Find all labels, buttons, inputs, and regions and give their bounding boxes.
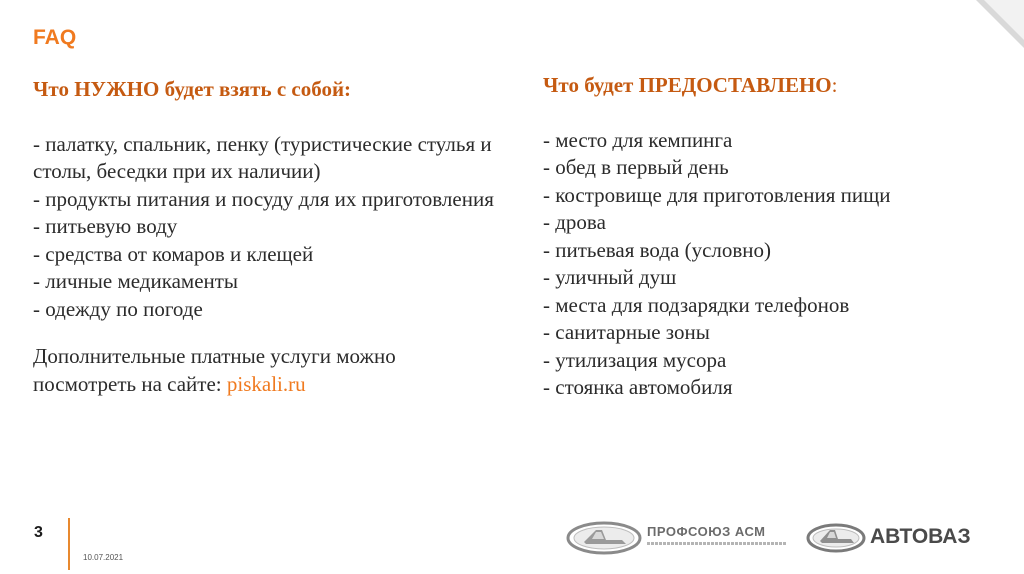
website-link[interactable]: piskali.ru bbox=[226, 371, 306, 396]
list-item: - питьевую воду bbox=[33, 214, 178, 238]
provided-heading-post: : bbox=[831, 73, 838, 97]
list-item: - санитарные зоны bbox=[543, 320, 710, 344]
slide-number: 3 bbox=[34, 524, 43, 541]
provided-heading-pre: Что будет bbox=[543, 73, 639, 97]
provided-heading-caps: ПРЕДОСТАВЛЕНО bbox=[638, 73, 832, 97]
provided-list bbox=[543, 127, 1003, 402]
list-item: - питьевая вода (условно) bbox=[543, 237, 772, 262]
list-item: - личные медикаменты bbox=[33, 269, 239, 293]
needed-heading bbox=[33, 76, 503, 104]
lada-boat-icon bbox=[806, 520, 866, 556]
list-item: - средства от комаров и клещей bbox=[33, 241, 314, 266]
provided-column bbox=[543, 72, 1003, 402]
extra-services-note bbox=[33, 343, 503, 398]
provided-heading bbox=[543, 72, 1003, 100]
footer-divider bbox=[68, 518, 70, 570]
lada-boat-icon bbox=[566, 520, 642, 556]
page-title: FAQ bbox=[33, 26, 77, 49]
list-item: - место для кемпинга bbox=[543, 127, 733, 152]
extra-services-text: Дополнительные платные услуги можно посмотреть на сайте: bbox=[33, 344, 396, 396]
corner-decoration-inner bbox=[984, 0, 1024, 40]
list-item: - стоянка автомобиля bbox=[543, 375, 733, 399]
needed-heading-post: будет взять с собой: bbox=[159, 77, 352, 101]
list-item: - обед в первый день bbox=[543, 155, 729, 179]
needed-column bbox=[33, 76, 503, 398]
list-item: - уличный душ bbox=[543, 265, 677, 289]
avtovaz-logo-text: АВТОВАЗ bbox=[870, 525, 971, 548]
avtovaz-logo bbox=[806, 520, 996, 556]
list-item: - утилизация мусора bbox=[543, 347, 727, 372]
needed-heading-caps: НУЖНО bbox=[74, 77, 160, 101]
list-item: - костровище для приготовления пищи bbox=[543, 182, 891, 207]
needed-list bbox=[33, 131, 503, 324]
slide-date: 10.07.2021 bbox=[83, 553, 124, 562]
needed-heading-pre: Что bbox=[33, 77, 75, 101]
list-item: - места для подзарядки телефонов bbox=[543, 292, 850, 317]
list-item: - палатку, спальник, пенку (туристические стулья и столы, беседки при их наличии) bbox=[33, 131, 492, 183]
list-item: - продукты питания и посуду для их приготовления bbox=[33, 186, 494, 211]
profsoyuz-logo-text: ПРОФСОЮЗ АСМ bbox=[647, 524, 766, 539]
list-item: - одежду по погоде bbox=[33, 296, 203, 321]
profsoyuz-logo bbox=[566, 520, 786, 556]
list-item: - дрова bbox=[543, 210, 606, 234]
profsoyuz-logo-subtitle bbox=[647, 542, 787, 545]
